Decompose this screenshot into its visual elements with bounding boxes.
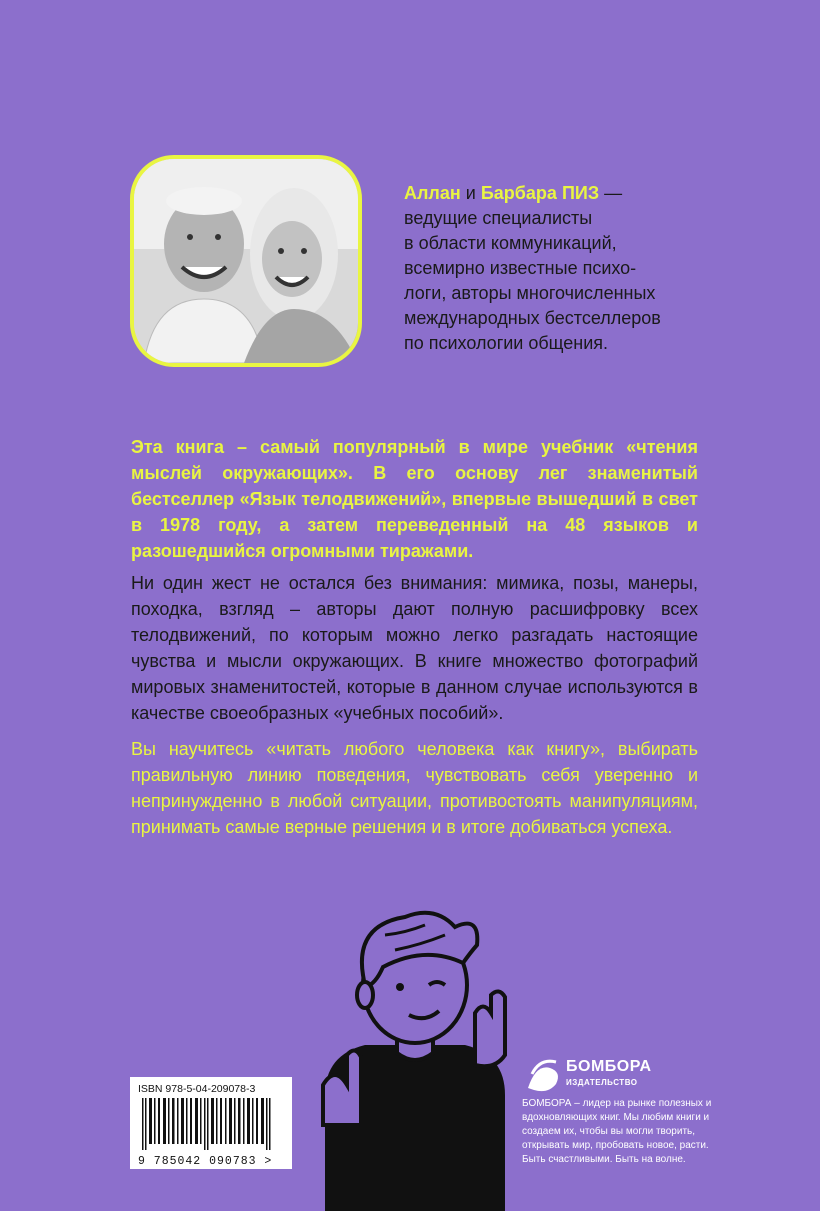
author-dash: — xyxy=(604,183,623,203)
isbn-number: ISBN 978-5-04-209078-3 xyxy=(138,1083,256,1095)
publisher-name: БОМБОРА xyxy=(566,1058,652,1075)
author-conjunction: и xyxy=(465,183,476,203)
author-name-allan: Аллан xyxy=(404,183,461,203)
author-bio-line: ведущие специалисты xyxy=(404,208,593,228)
intro-paragraph: Эта книга – самый популярный в мире учебник «чтения мыслей окружающих». В его основу лег знаменитый бестселлер «Язык телодвижений», впервые вышедший в свет в 1978 году, а затем переведенный на 48 языков и разошедшийся огромными тиражами. xyxy=(131,437,698,561)
barcode-bars xyxy=(138,1098,283,1150)
author-bio-line: всемирно известные психо- xyxy=(404,258,637,278)
barcode-digits: 9 785042 090783 > xyxy=(138,1155,273,1168)
publisher-subtitle: ИЗДАТЕЛЬСТВО xyxy=(566,1078,638,1087)
author-name-barbara: Барбара ПИЗ xyxy=(480,183,600,203)
author-bio-line: в области коммуникаций, xyxy=(404,233,617,253)
benefits-paragraph: Вы научитесь «читать любого человека как книгу», выбирать правильную линию поведения, чувствовать себя уверенно и непринужденно в любой ситуации, противостоять манипуляциям, принимать самые верные решения и в итоге добиваться успеха. xyxy=(131,739,698,837)
thumbs-up-illustration xyxy=(305,905,525,1211)
barcode xyxy=(130,1077,292,1169)
author-bio-line: по психологии общения. xyxy=(404,333,609,353)
author-bio-line: логи, авторы многочисленных xyxy=(404,283,656,303)
description-paragraph: Ни один жест не остался без внимания: мимика, позы, манеры, походка, взгляд – авторы дают полную расшифровку всех телодвижений, по которым можно легко разгадать настоящие чувства и мысли окружающих. В книге множество фотографий мировых знаменитостей, которые в данном случае используются в качестве своеобразных «учебных пособий». xyxy=(131,573,698,723)
author-bio-line: международных бестселлеров xyxy=(404,308,661,328)
author-photo-image xyxy=(134,159,358,363)
author-photo xyxy=(130,155,362,367)
publisher-description: БОМБОРА – лидер на рынке полезных и вдохновляющих книг. Мы любим книги и создаем их, чтобы вы могли творить, открывать мир, пробовать новое, расти. Быть счастливыми. Быть на волне. xyxy=(522,1098,712,1165)
authors-blurb xyxy=(404,181,704,356)
